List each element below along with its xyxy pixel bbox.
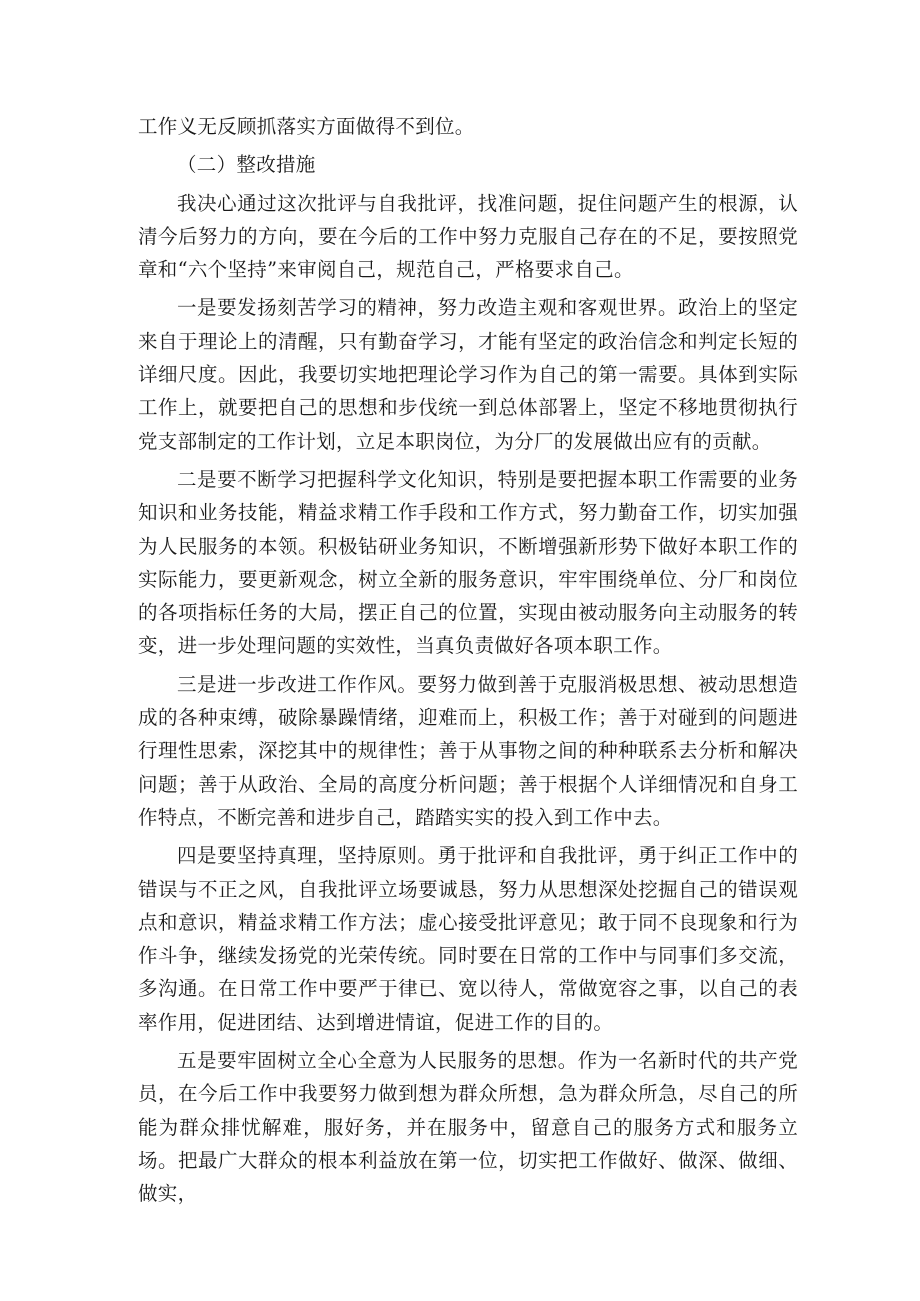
- paragraph-point-2: 二是要不断学习把握科学文化知识，特别是要把握本职工作需要的业务知识和业务技能，精益求精工作手段和工作方式，努力勤奋工作，切实加强为人民服务的本领。积极钻研业务知识，不断增强新形势下做好本职工作的实际能力，要更新观念，树立全新的服务意识，牢牢围绕单位、分厂和岗位的各项指标任务的大局，摆正自己的位置，实现由被动服务向主动服务的转变，进一步处理问题的实效性，当真负责做好各项本职工作。: [138, 467, 798, 658]
- document-body: [138, 110, 798, 1216]
- paragraph-intro: 我决心通过这次批评与自我批评，找准问题，捉住问题产生的根源，认清今后努力的方向，要在今后的工作中努力克服自己存在的不足，要按照党章和“六个坚持”来审阅自己，规范自己，严格要求自己。: [138, 191, 798, 282]
- paragraph-point-3: 三是进一步改进工作作风。要努力做到善于克服消极思想、被动思想造成的各种束缚，破除暴躁情绪，迎难而上，积极工作；善于对碰到的问题进行理性思索，深挖其中的规律性；善于从事物之间的种种联系去分析和解决问题；善于从政治、全局的高度分析问题；善于根据个人详细情况和自身工作特点，不断完善和进步自己，踏踏实实的投入到工作中去。: [138, 672, 798, 829]
- paragraph-point-4: 四是要坚持真理，坚持原则。勇于批评和自我批评，勇于纠正工作中的错误与不正之风，自我批评立场要诚恳，努力从思想深处挖掘自己的错误观点和意识，精益求精工作方法；虚心接受批评意见；敢于同不良现象和行为作斗争，继续发扬党的光荣传统。同时要在日常的工作中与同事们多交流，多沟通。在日常工作中要严于律已、宽以待人，常做宽容之事，以自己的表率作用，促进团结、达到增进情谊，促进工作的目的。: [138, 844, 798, 1034]
- continuation-line: 工作义无反顾抓落实方面做得不到位。: [138, 115, 475, 138]
- paragraph-point-5: 五是要牢固树立全心全意为人民服务的思想。作为一名新时代的共产党员，在今后工作中我要努力做到想为群众所想，急为群众所急，尽自己的所能为群众排忧解难，服好务，并在服务中，留意自己的服务方式和服务立场。把最广大群众的根本利益放在第一位，切实把工作做好、做深、做细、做实，: [138, 1049, 798, 1206]
- section-heading: （二）整改措施: [177, 153, 316, 177]
- paragraph-point-1: 一是要发扬刻苦学习的精神，努力改造主观和客观世界。政治上的坚定来自于理论上的清醒，只有勤奋学习，才能有坚定的政治信念和判定长短的详细尺度。因此，我要切实地把理论学习作为自己的第一需要。具体到实际工作上，就要把自己的思想和步伐统一到总体部署上，坚定不移地贯彻执行党支部制定的工作计划，立足本职岗位，为分厂的发展做出应有的贡献。: [138, 296, 798, 453]
